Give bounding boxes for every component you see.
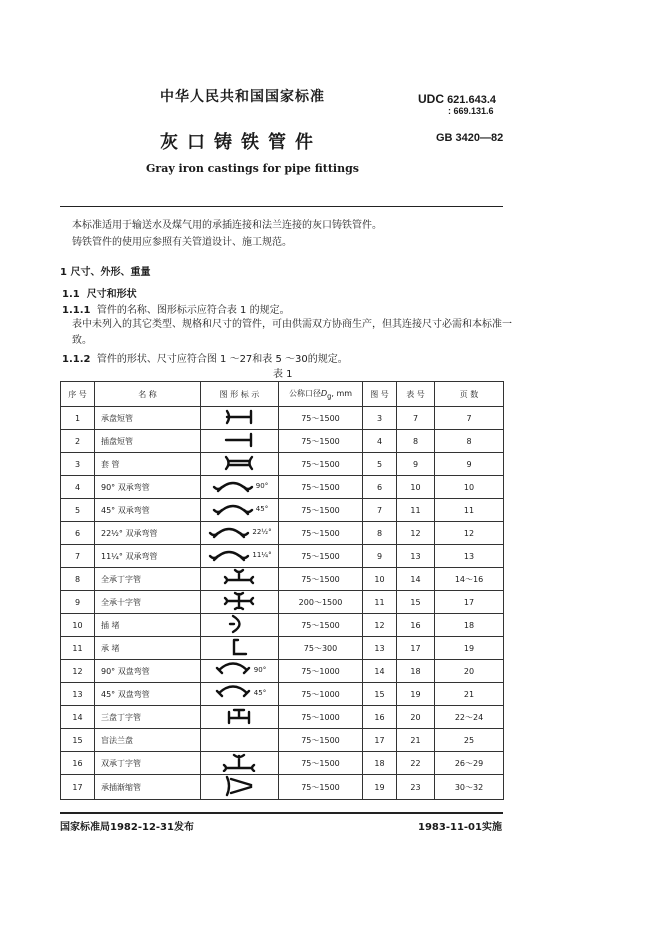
table-no: 15 <box>397 591 435 614</box>
header-name: 名 称 <box>95 382 201 407</box>
table-no: 23 <box>397 775 435 800</box>
table-row <box>61 453 504 476</box>
header-page: 页 数 <box>435 382 504 407</box>
page-range: 18 <box>435 614 504 637</box>
table-no: 18 <box>397 660 435 683</box>
header-nominal-diameter: 公称口径$D_g$, mm <box>279 382 363 407</box>
table-row <box>61 706 504 729</box>
bend-angle: 45° <box>253 689 267 697</box>
table-caption: 表 1 <box>273 369 293 380</box>
fitting-name: 11¼° 双承弯管 <box>95 545 201 568</box>
section-1-1-heading: 1.1 尺寸和形状 <box>62 289 137 300</box>
fitting-name: 22½° 双承弯管 <box>95 522 201 545</box>
table-row <box>61 591 504 614</box>
table-no: 21 <box>397 729 435 752</box>
issuing-country-standard: 中华人民共和国国家标准 <box>160 89 325 105</box>
nominal-diameter: 75～1500 <box>279 729 363 752</box>
fitting-name: 盲法兰盘 <box>95 729 201 752</box>
figure-no: 14 <box>363 660 397 683</box>
nominal-diameter: 75～1500 <box>279 522 363 545</box>
sleeve-icon <box>222 455 256 471</box>
figure-no: 9 <box>363 545 397 568</box>
fitting-name: 承插渐缩管 <box>95 775 201 800</box>
page-range: 30～32 <box>435 775 504 800</box>
table-row <box>61 545 504 568</box>
row-no: 8 <box>61 568 95 591</box>
bend-angle: 45° <box>255 505 269 513</box>
row-no: 16 <box>61 752 95 775</box>
nominal-diameter: 75～1500 <box>279 407 363 430</box>
figure-no: 13 <box>363 637 397 660</box>
double-socket-bend-icon <box>207 523 251 541</box>
page-range: 21 <box>435 683 504 706</box>
page-range: 20 <box>435 660 504 683</box>
fitting-symbol <box>201 660 279 683</box>
fitting-symbol <box>201 637 279 660</box>
table-no: 9 <box>397 453 435 476</box>
nominal-diameter: 75～1000 <box>279 683 363 706</box>
header-table-no: 表 号 <box>397 382 435 407</box>
nominal-diameter: 75～1500 <box>279 476 363 499</box>
bend-angle: 11¼° <box>252 551 272 559</box>
fittings-table <box>60 381 504 800</box>
row-no: 11 <box>61 637 95 660</box>
table-row <box>61 775 504 800</box>
row-no: 1 <box>61 407 95 430</box>
bend-angle: 90° <box>253 666 267 674</box>
fitting-name: 承盘短管 <box>95 407 201 430</box>
table-row <box>61 683 504 706</box>
nominal-diameter: 75～1500 <box>279 430 363 453</box>
figure-no: 8 <box>363 522 397 545</box>
flange-tee-icon <box>222 706 256 726</box>
udc-code: UDC 621.643.4 <box>418 92 496 106</box>
udc-code-1: 621.643.4 <box>447 94 496 106</box>
figure-no: 4 <box>363 430 397 453</box>
fitting-symbol <box>201 545 279 568</box>
page-range: 17 <box>435 591 504 614</box>
fitting-name: 插盘短管 <box>95 430 201 453</box>
row-no: 13 <box>61 683 95 706</box>
fitting-symbol <box>201 683 279 706</box>
reducer-icon <box>221 775 257 797</box>
nominal-diameter: 75～1500 <box>279 752 363 775</box>
nominal-diameter: 75～1500 <box>279 453 363 476</box>
fitting-name: 插 堵 <box>95 614 201 637</box>
issued-date: 国家标准局1982-12-31发布 <box>60 822 194 833</box>
fitting-symbol <box>201 453 279 476</box>
row-no: 10 <box>61 614 95 637</box>
table-row <box>61 407 504 430</box>
udc-code-2: : 669.131.6 <box>448 106 494 116</box>
table-no: 12 <box>397 522 435 545</box>
figure-no: 18 <box>363 752 397 775</box>
table-row <box>61 430 504 453</box>
table-row <box>61 660 504 683</box>
page-range: 11 <box>435 499 504 522</box>
fitting-name: 45° 双承弯管 <box>95 499 201 522</box>
fitting-name: 三盘丁字管 <box>95 706 201 729</box>
footer-rule <box>60 812 503 814</box>
nominal-diameter: 75～1500 <box>279 614 363 637</box>
figure-no: 3 <box>363 407 397 430</box>
fitting-name: 承 堵 <box>95 637 201 660</box>
table-no: 13 <box>397 545 435 568</box>
fitting-symbol <box>201 499 279 522</box>
nominal-diameter: 75～300 <box>279 637 363 660</box>
table-header-row <box>61 382 504 407</box>
header-rule <box>60 206 503 207</box>
figure-no: 5 <box>363 453 397 476</box>
flange-spigot-icon <box>222 409 256 425</box>
blind-flange-icon <box>224 729 254 749</box>
table-no: 8 <box>397 430 435 453</box>
page-range: 26～29 <box>435 752 504 775</box>
double-socket-bend-icon <box>211 477 255 495</box>
fitting-name: 套 管 <box>95 453 201 476</box>
section-1-heading: 1 尺寸、外形、重量 <box>60 267 151 278</box>
figure-no: 10 <box>363 568 397 591</box>
table-row <box>61 522 504 545</box>
nominal-diameter: 75～1500 <box>279 499 363 522</box>
figure-no: 17 <box>363 729 397 752</box>
effective-date: 1983-11-01实施 <box>418 822 502 833</box>
nominal-diameter: 75～1500 <box>279 545 363 568</box>
fitting-name: 全承丁字管 <box>95 568 201 591</box>
section-1-1-2: 1.1.2 管件的形状、尺寸应符合图 1 ～27和表 5 ～30的规定。 <box>62 354 348 365</box>
fitting-name: 全承十字管 <box>95 591 201 614</box>
header-figure-no: 图 号 <box>363 382 397 407</box>
table-no: 22 <box>397 752 435 775</box>
section-1-1-1-continued: 表中未列入的其它类型、规格和尺寸的管件，可由供需双方协商生产，但其连接尺寸必需和本标准一致。 <box>72 319 512 346</box>
fitting-symbol <box>201 568 279 591</box>
row-no: 6 <box>61 522 95 545</box>
spigot-plug-icon <box>224 614 254 634</box>
table-no: 17 <box>397 637 435 660</box>
row-no: 12 <box>61 660 95 683</box>
document-title-en: Gray iron castings for pipe fittings <box>146 162 359 175</box>
header-no: 序 号 <box>61 382 95 407</box>
double-socket-tee-icon <box>221 752 257 772</box>
bend-angle: 90° <box>255 482 269 490</box>
header-symbol: 图 形 标 示 <box>201 382 279 407</box>
fitting-name: 90° 双承弯管 <box>95 476 201 499</box>
table-no: 7 <box>397 407 435 430</box>
row-no: 15 <box>61 729 95 752</box>
table-row <box>61 568 504 591</box>
row-no: 5 <box>61 499 95 522</box>
socket-cross-icon <box>222 591 256 611</box>
row-no: 17 <box>61 775 95 800</box>
figure-no: 12 <box>363 614 397 637</box>
socket-plug-icon <box>224 637 254 657</box>
fitting-symbol <box>201 729 279 752</box>
table-no: 19 <box>397 683 435 706</box>
double-socket-bend-icon <box>211 500 255 518</box>
fitting-symbol <box>201 522 279 545</box>
page-range: 8 <box>435 430 504 453</box>
figure-no: 7 <box>363 499 397 522</box>
figure-no: 15 <box>363 683 397 706</box>
page-range: 22～24 <box>435 706 504 729</box>
fitting-symbol <box>201 775 279 800</box>
figure-no: 11 <box>363 591 397 614</box>
fitting-name: 90° 双盘弯管 <box>95 660 201 683</box>
table-no: 20 <box>397 706 435 729</box>
fitting-symbol <box>201 614 279 637</box>
double-flange-bend-icon <box>213 661 253 679</box>
page-range: 10 <box>435 476 504 499</box>
fitting-symbol <box>201 476 279 499</box>
double-flange-bend-icon <box>213 684 253 702</box>
page-range: 14～16 <box>435 568 504 591</box>
fitting-symbol <box>201 752 279 775</box>
row-no: 7 <box>61 545 95 568</box>
gb-code: GB 3420—82 <box>436 132 504 144</box>
document-title-cn: 灰口铸铁管件 <box>160 132 322 153</box>
table-row <box>61 637 504 660</box>
figure-no: 16 <box>363 706 397 729</box>
page-range: 19 <box>435 637 504 660</box>
page-range: 13 <box>435 545 504 568</box>
figure-no: 19 <box>363 775 397 800</box>
table-no: 14 <box>397 568 435 591</box>
table-no: 11 <box>397 499 435 522</box>
nominal-diameter: 75～1000 <box>279 660 363 683</box>
table-row <box>61 476 504 499</box>
page-range: 9 <box>435 453 504 476</box>
nominal-diameter: 75～1500 <box>279 775 363 800</box>
page-range: 7 <box>435 407 504 430</box>
nominal-diameter: 200～1500 <box>279 591 363 614</box>
nominal-diameter: 75～1500 <box>279 568 363 591</box>
table-row <box>61 752 504 775</box>
fitting-name: 双承丁字管 <box>95 752 201 775</box>
row-no: 14 <box>61 706 95 729</box>
row-no: 3 <box>61 453 95 476</box>
page-range: 25 <box>435 729 504 752</box>
double-socket-bend-icon <box>207 546 251 564</box>
fitting-name: 45° 双盘弯管 <box>95 683 201 706</box>
socket-tee-icon <box>222 568 256 588</box>
row-no: 9 <box>61 591 95 614</box>
fitting-symbol <box>201 407 279 430</box>
table-no: 10 <box>397 476 435 499</box>
row-no: 4 <box>61 476 95 499</box>
fitting-symbol <box>201 706 279 729</box>
bend-angle: 22½° <box>252 528 272 536</box>
spigot-flange-icon <box>222 432 256 448</box>
section-1-1-1: 1.1.1 管件的名称、图形标示应符合表 1 的规定。 <box>62 305 290 316</box>
figure-no: 6 <box>363 476 397 499</box>
fitting-symbol <box>201 591 279 614</box>
table-row <box>61 499 504 522</box>
intro-paragraph-2: 铸铁管件的使用应参照有关管道设计、施工规范。 <box>72 237 292 248</box>
page-range: 12 <box>435 522 504 545</box>
row-no: 2 <box>61 430 95 453</box>
table-row <box>61 614 504 637</box>
table-row <box>61 729 504 752</box>
nominal-diameter: 75～1000 <box>279 706 363 729</box>
intro-paragraph-1: 本标准适用于输送水及煤气用的承插连接和法兰连接的灰口铸铁管件。 <box>72 220 382 231</box>
fitting-symbol <box>201 430 279 453</box>
table-no: 16 <box>397 614 435 637</box>
